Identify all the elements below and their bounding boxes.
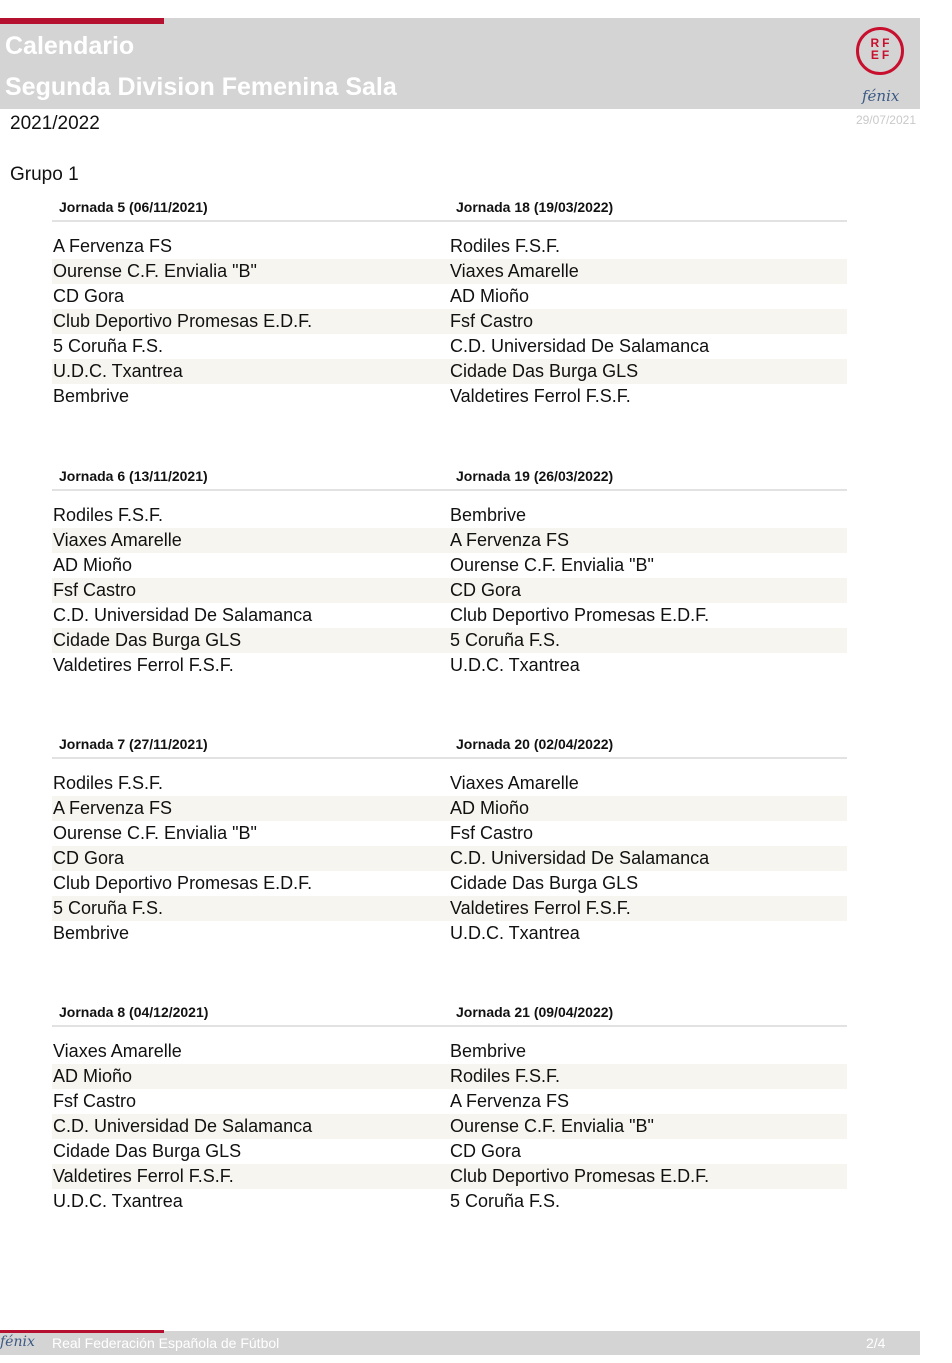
team-row: Cidade Das Burga GLS xyxy=(52,628,450,653)
team-row: Cidade Das Burga GLS xyxy=(53,1141,242,1161)
team-row: AD Mioño xyxy=(450,286,530,306)
team-row: CD Gora xyxy=(450,1141,522,1161)
season-label: 2021/2022 xyxy=(10,113,100,134)
jornada-block xyxy=(449,729,847,946)
team-row: CD Gora xyxy=(53,286,125,306)
team-row: Valdetires Ferrol F.S.F. xyxy=(450,386,631,406)
brand-label: fénix xyxy=(862,87,900,105)
team-row: C.D. Universidad De Salamanca xyxy=(450,336,710,356)
jornada-header: Jornada 5 (06/11/2021) xyxy=(52,192,450,222)
team-row: Ourense C.F. Envialia "B" xyxy=(52,259,450,284)
jornada-header: Jornada 18 (19/03/2022) xyxy=(449,192,847,222)
jornada-block xyxy=(449,461,847,678)
team-row: Club Deportivo Promesas E.D.F. xyxy=(450,605,710,625)
jornada-header: Jornada 7 (27/11/2021) xyxy=(52,729,450,759)
team-row: AD Mioño xyxy=(53,555,133,575)
team-row: C.D. Universidad De Salamanca xyxy=(449,846,847,871)
team-row: Bembrive xyxy=(53,386,130,406)
jornada-block xyxy=(52,461,450,678)
print-date: 29/07/2021 xyxy=(855,113,916,127)
logo-text: RF EF xyxy=(870,36,893,62)
team-row: A Fervenza FS xyxy=(52,796,450,821)
team-row: Bembrive xyxy=(450,1041,527,1061)
rfef-logo-icon xyxy=(856,27,904,75)
team-row: U.D.C. Txantrea xyxy=(52,359,450,384)
jornada-header: Jornada 6 (13/11/2021) xyxy=(52,461,450,491)
team-row: 5 Coruña F.S. xyxy=(53,336,164,356)
team-row: Club Deportivo Promesas E.D.F. xyxy=(52,309,450,334)
team-row: Fsf Castro xyxy=(53,1091,137,1111)
team-row: Ourense C.F. Envialia "B" xyxy=(449,1114,847,1139)
team-row: Ourense C.F. Envialia "B" xyxy=(450,555,654,575)
team-row: Rodiles F.S.F. xyxy=(53,505,164,525)
jornada-header: Jornada 19 (26/03/2022) xyxy=(449,461,847,491)
footer-brand: fénix xyxy=(0,1334,35,1350)
jornada-header: Jornada 20 (02/04/2022) xyxy=(449,729,847,759)
team-row: Bembrive xyxy=(450,505,527,525)
team-row: U.D.C. Txantrea xyxy=(450,923,580,943)
team-row: Ourense C.F. Envialia "B" xyxy=(53,823,257,843)
team-row: Valdetires Ferrol F.S.F. xyxy=(52,1164,450,1189)
group-label: Grupo 1 xyxy=(10,164,79,185)
team-row: Viaxes Amarelle xyxy=(449,259,847,284)
team-row: Club Deportivo Promesas E.D.F. xyxy=(449,1164,847,1189)
team-row: 5 Coruña F.S. xyxy=(450,1191,561,1211)
team-row: Fsf Castro xyxy=(52,578,450,603)
team-row: A Fervenza FS xyxy=(450,1091,570,1111)
jornada-block xyxy=(52,192,450,409)
page-title: Calendario xyxy=(5,32,135,60)
competition-title: Segunda Division Femenina Sala xyxy=(5,73,397,101)
footer-accent-bar xyxy=(0,1330,164,1333)
jornada-block xyxy=(449,192,847,409)
team-row: Club Deportivo Promesas E.D.F. xyxy=(53,873,313,893)
team-row: A Fervenza FS xyxy=(53,236,173,256)
team-row: AD Mioño xyxy=(449,796,847,821)
team-row: 5 Coruña F.S. xyxy=(449,628,847,653)
team-row: Valdetires Ferrol F.S.F. xyxy=(449,896,847,921)
team-row: Viaxes Amarelle xyxy=(53,1041,182,1061)
team-row: A Fervenza FS xyxy=(449,528,847,553)
team-row: U.D.C. Txantrea xyxy=(53,1191,183,1211)
jornada-block xyxy=(52,729,450,946)
jornada-block xyxy=(449,997,847,1214)
team-row: Rodiles F.S.F. xyxy=(53,773,164,793)
footer-organization: Real Federación Española de Fútbol xyxy=(52,1335,280,1351)
header-accent-bar xyxy=(0,18,164,24)
page-number: 2/4 xyxy=(866,1335,886,1351)
team-row: Cidade Das Burga GLS xyxy=(449,359,847,384)
team-row: C.D. Universidad De Salamanca xyxy=(53,605,313,625)
team-row: AD Mioño xyxy=(52,1064,450,1089)
team-row: Rodiles F.S.F. xyxy=(449,1064,847,1089)
team-row: Fsf Castro xyxy=(449,309,847,334)
team-row: CD Gora xyxy=(52,846,450,871)
team-row: Viaxes Amarelle xyxy=(52,528,450,553)
jornada-block xyxy=(52,997,450,1214)
jornada-header: Jornada 8 (04/12/2021) xyxy=(52,997,450,1027)
team-row: Bembrive xyxy=(53,923,130,943)
team-row: C.D. Universidad De Salamanca xyxy=(52,1114,450,1139)
jornada-header: Jornada 21 (09/04/2022) xyxy=(449,997,847,1027)
team-row: CD Gora xyxy=(449,578,847,603)
team-row: Viaxes Amarelle xyxy=(450,773,579,793)
team-row: 5 Coruña F.S. xyxy=(52,896,450,921)
team-row: Fsf Castro xyxy=(450,823,534,843)
team-row: U.D.C. Txantrea xyxy=(450,655,580,675)
team-row: Rodiles F.S.F. xyxy=(450,236,561,256)
team-row: Cidade Das Burga GLS xyxy=(450,873,639,893)
team-row: Valdetires Ferrol F.S.F. xyxy=(53,655,234,675)
